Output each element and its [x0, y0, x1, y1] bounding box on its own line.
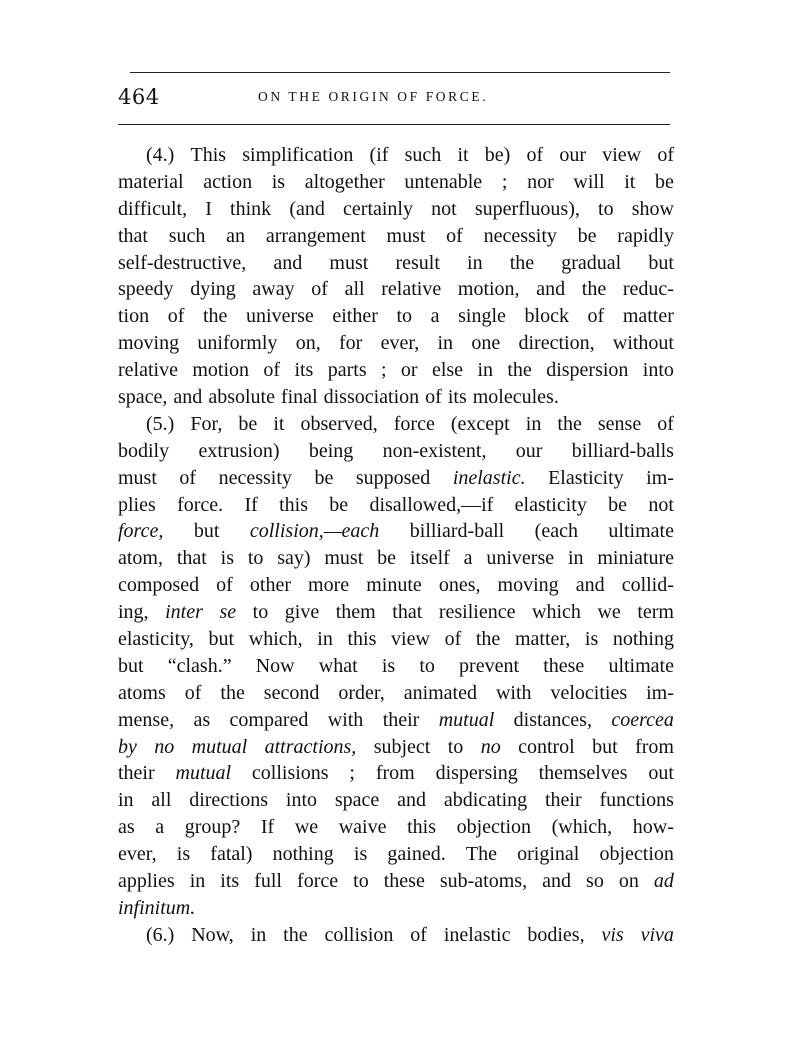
text-line: relative motion of its parts ; or else in the dispersion into [118, 359, 674, 382]
text-line: mense, as compared with their mutual distances, coercea [118, 708, 674, 731]
running-title: ON THE ORIGIN OF FORCE. [258, 89, 489, 104]
text-line: space, and absolute final dissociation of its molecules. [118, 386, 559, 409]
text-line: bodily extrusion) being non-existent, our billiard-balls [118, 439, 674, 462]
text-line: atoms of the second order, animated with velocities im- [118, 681, 674, 704]
text-line: must of necessity be supposed inelastic. Elasticity im- [118, 466, 674, 489]
text-line: tion of the universe either to a single block of matter [118, 305, 674, 328]
header-rule-top [130, 72, 670, 73]
text-line: self-destructive, and must result in the gradual but [118, 251, 674, 274]
text-line: speedy dying away of all relative motion, and the reduc- [118, 278, 674, 301]
text-line: that such an arrangement must of necessity be rapidly [118, 224, 674, 247]
text-line: in all directions into space and abdicating their functions [118, 789, 674, 812]
text-line: but “clash.” Now what is to prevent these ultimate [118, 654, 674, 677]
text-line: ever, is fatal) nothing is gained. The original objection [118, 843, 674, 866]
paragraph [118, 142, 674, 411]
running-header [118, 83, 678, 113]
text-line: force, but collision,—each billiard-ball (each ultimate [118, 520, 674, 543]
text-line: their mutual collisions ; from dispersing themselves out [118, 762, 674, 785]
paragraph [118, 411, 674, 922]
text-line: infinitum. [118, 896, 196, 919]
text-line: ing, inter se to give them that resilience which we term [118, 601, 674, 624]
text-line: material action is altogether untenable ; nor will it be [118, 170, 674, 193]
page-number: 464 [118, 85, 160, 109]
text-line: applies in its full force to these sub-atoms, and so on ad [118, 870, 674, 893]
text-line: elasticity, but which, in this view of the matter, is nothing [118, 628, 674, 651]
paragraph [118, 922, 674, 949]
header-rule-bottom [118, 124, 670, 125]
text-line: atom, that is to say) must be itself a universe in miniature [118, 547, 674, 570]
text-line: as a group? If we waive this objection (which, how- [118, 816, 674, 839]
text-line: plies force. If this be disallowed,—if elasticity be not [118, 493, 674, 516]
text-line: by no mutual attractions, subject to no control but from [118, 735, 674, 758]
body-text [118, 142, 674, 949]
text-line: (4.) This simplification (if such it be) of our view of [146, 144, 674, 166]
text-line: (5.) For, be it observed, force (except in the sense of [146, 412, 674, 435]
text-line: (6.) Now, in the collision of inelastic bodies, vis viva [146, 923, 674, 946]
text-line: composed of other more minute ones, moving and collid- [118, 574, 674, 597]
text-line: moving uniformly on, for ever, in one direction, without [118, 332, 674, 355]
text-line: difficult, I think (and certainly not superfluous), to show [118, 197, 674, 220]
